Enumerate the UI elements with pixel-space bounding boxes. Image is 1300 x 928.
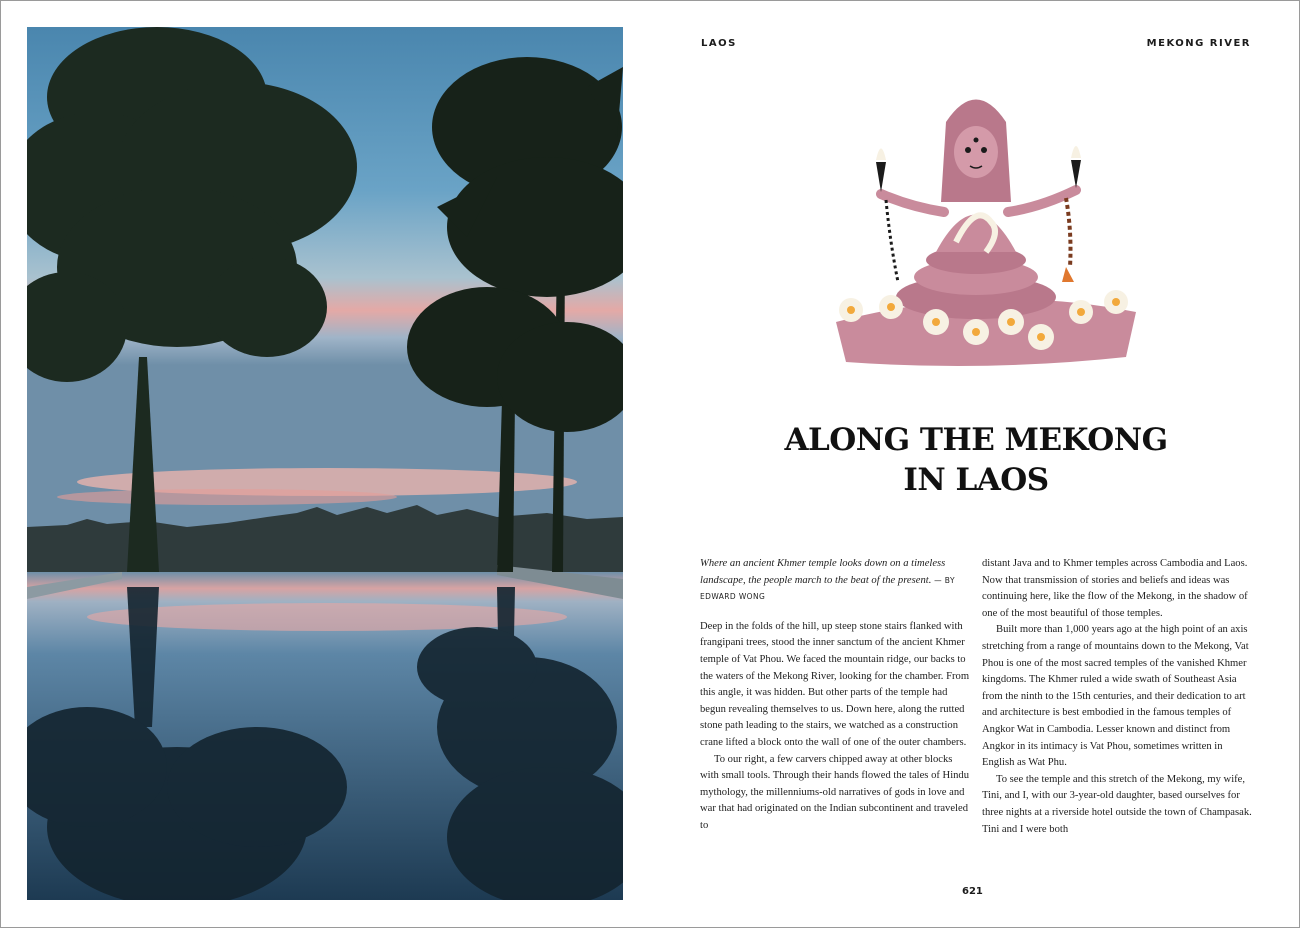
text-column-right bbox=[982, 556, 1252, 838]
sunset-pool-photo bbox=[27, 27, 623, 900]
article-title bbox=[700, 420, 1252, 500]
body-paragraph: distant Java and to Khmer temples across Cambodia and Laos. Now that transmission of stories and beliefs and ideas was continuing here, like the flow of the Mekong, in the shadow of one of the most beautiful of those temples. bbox=[982, 558, 1248, 619]
page-number: 621 bbox=[962, 886, 983, 897]
body-paragraph: Built more than 1,000 years ago at the high point of an axis stretching from a range of mountains down to the Mekong, Vat Phou is one of the most sacred temples of the vanished Khmer kingdoms. The Khmer ruled a wide swath of Southeast Asia from the ninth to the 15th centuries, and their dedication to art and architecture is best embodied in the famous temples of Angkor Wat in Cambodia. Lesser known and distinct from Angkor in its intimacy is Vat Phou, sometimes written in English as Wat Phu. bbox=[982, 624, 1249, 769]
body-paragraph: To see the temple and this stretch of the Mekong, my wife, Tini, and I, with our 3-year-old daughter, based ourselves for three nights at a riverside hotel outside the town of Champasak. Tini and I were both bbox=[982, 773, 1252, 835]
deck bbox=[700, 556, 970, 606]
deity-illustration bbox=[826, 82, 1146, 372]
deck-text: Where an ancient Khmer temple looks down on a timeless landscape, the people march to the beat of the present. bbox=[700, 558, 946, 586]
body-paragraph: Deep in the folds of the hill, up steep stone stairs flanked with frangipani trees, stood the inner sanctum of the ancient Khmer temple of Vat Phou. We faced the mountain ridge, our backs to the waters of the Mekong River, looking for the chamber. From this angle, it was hidden. But other parts of the temple had begun revealing themselves to us. Down here, along the rutted stone path leading to the stairs, we watched as a construction crane lifted a block onto the wall of one of the outer chambers. bbox=[700, 620, 970, 748]
title-line-1: ALONG THE MEKONG bbox=[784, 422, 1168, 458]
title-line-2: IN LAOS bbox=[903, 462, 1049, 498]
running-head-left: LAOS bbox=[701, 38, 737, 49]
byline: — BY EDWARD WONG bbox=[700, 575, 955, 602]
running-head-right: MEKONG RIVER bbox=[1146, 38, 1251, 49]
body-paragraph: To our right, a few carvers chipped away at other blocks with small tools. Through their hands flowed the tales of Hindu mythology, the millenniums-old narratives of gods in love and war that had originated on the Indian subcontinent and traveled to bbox=[700, 753, 970, 831]
text-column-left bbox=[700, 556, 970, 835]
